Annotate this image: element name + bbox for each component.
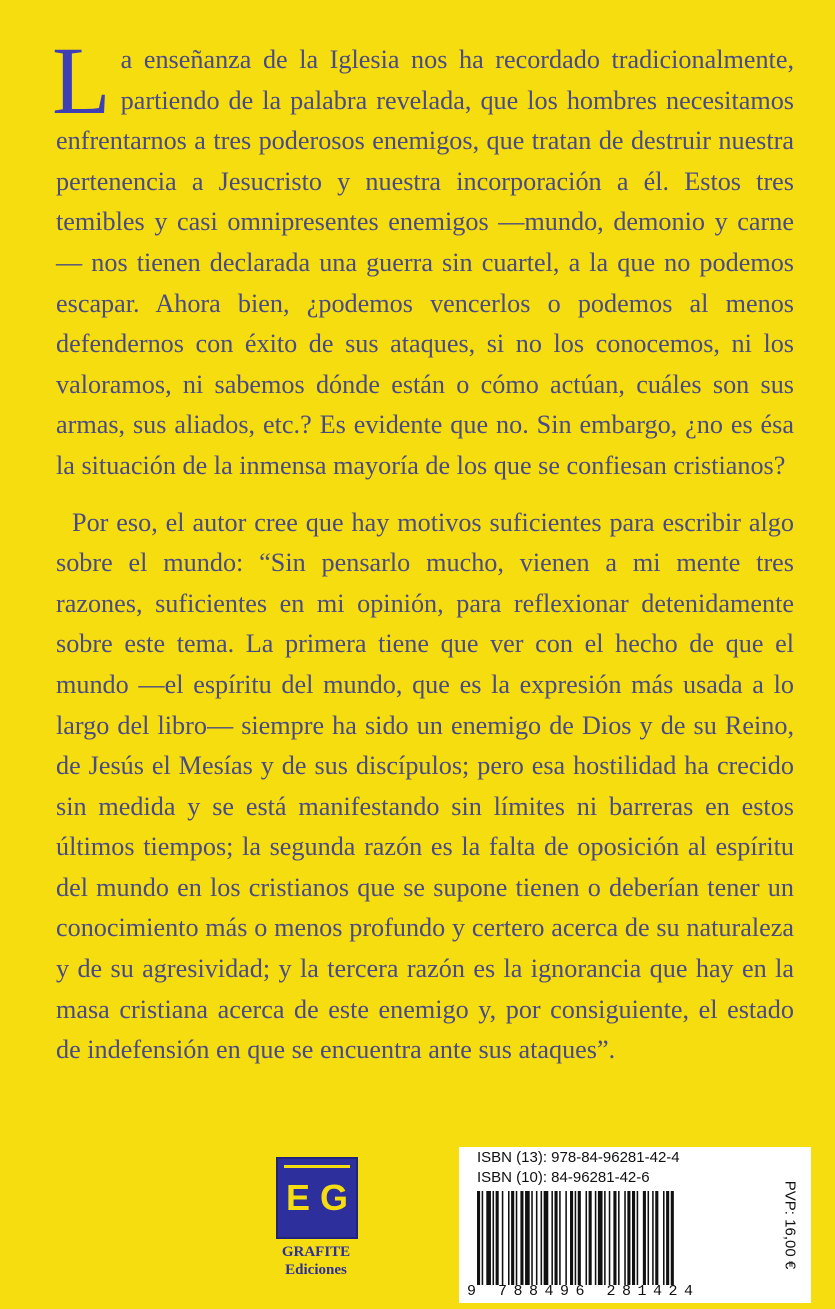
price-label <box>779 1155 801 1295</box>
barcode-bars <box>473 1191 765 1285</box>
barcode-panel <box>459 1147 811 1303</box>
paragraph-1-text: a enseñanza de la Iglesia nos ha recordado tradicionalmente, partiendo de la palabra revelada, que los hombres necesitamos enfrentarnos a tres poderosos enemigos, que tratan de destruir nuestra pertenencia a Jesucristo y nuestra incorporación a él. Estos tres temibles y casi omnipresentes enemigos —mundo, demonio y carne— nos tienen declarada una guerra sin cuartel, a la que no podemos escapar. Ahora bien, ¿podemos vencerlos o podemos al menos defendernos con éxito de sus ataques, si no los conocemos, ni los valoramos, ni sabemos dónde están o cómo actúan, cuáles son sus armas, sus aliados, etc.? Es evidente que no. Sin embargo, ¿no es ésa la situación de la inmensa mayoría de los que se confiesan cristianos? <box>56 45 794 480</box>
publisher-logo <box>266 1157 366 1297</box>
logo-letter-e: E <box>286 1177 311 1218</box>
publisher-name: GRAFITE <box>281 1244 351 1260</box>
publisher-subtitle: Ediciones <box>285 1262 347 1278</box>
synopsis-paragraph-1 <box>52 27 794 487</box>
publisher-logo-mark <box>276 1157 358 1239</box>
price-text: PVP: 16,00 € <box>781 1180 799 1270</box>
isbn13-label: ISBN (13): 978-84-96281-42-4 <box>477 1149 680 1166</box>
synopsis-paragraph-2: Por eso, el autor cree que hay motivos suficientes para escribir algo sobre el mundo: “Sin pensarlo mucho, vienen a mi mente tres razones, suficientes en mi opinión, para reflexionar detenidamente sobre este tema. La primera tiene que ver con el hecho de que el mundo —el espíritu del mundo, que es la expresión más usada a lo largo del libro— siempre ha sido un enemigo de Dios y de su Reino, de Jesús el Mesías y de sus discípulos; pero esa hostilidad ha crecido sin medida y se está manifestando sin límites ni barreras en estos últimos tiempos; la segunda razón es la falta de oposición al espíritu del mundo en los cristianos que se supone tienen o deberían tener un conocimiento más o menos profundo y certero acerca de su naturaleza y de su agresividad; y la tercera razón es la ignorancia que hay en la masa cristiana acerca de este enemigo y, por consiguiente, el estado de indefensión en que se encuentra ante sus ataques”. <box>56 507 794 1065</box>
drop-cap: L <box>52 27 111 134</box>
isbn10-label: ISBN (10): 84-96281-42-6 <box>477 1169 650 1186</box>
synopsis-text <box>52 27 794 1071</box>
logo-letter-g: G <box>320 1177 349 1218</box>
barcode-digits: 9 788496 281424 <box>467 1283 700 1300</box>
